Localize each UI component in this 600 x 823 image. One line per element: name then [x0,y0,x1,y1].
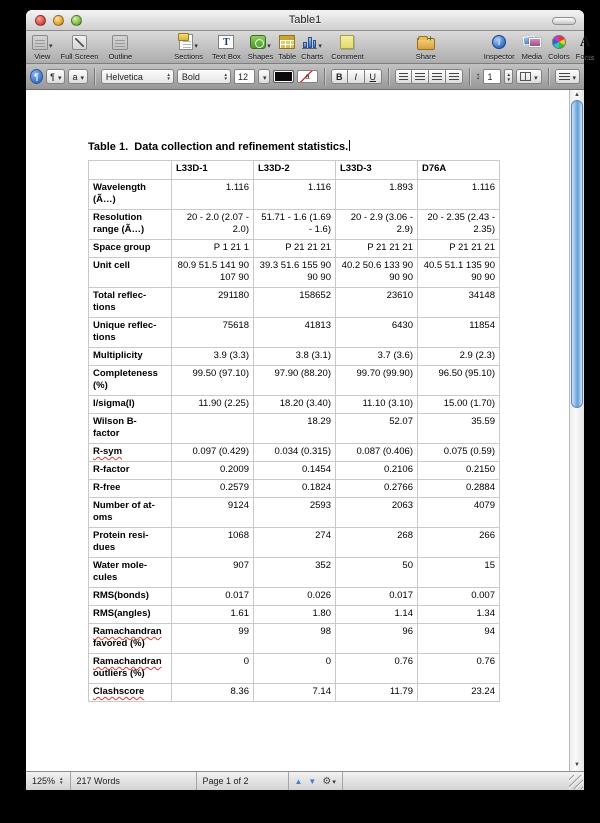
value-cell[interactable]: 0 [254,654,336,684]
column-header-cell[interactable]: L33D-2 [254,161,336,180]
value-cell[interactable]: 0.2766 [336,480,418,498]
value-cell[interactable]: 0.026 [254,588,336,606]
list-style-dropdown[interactable] [555,69,581,84]
toolbar-button-share[interactable]: + Share [416,33,436,61]
zoom-stepper[interactable]: ▲ ▼ [59,776,64,785]
media-icon [523,35,541,49]
value-cell[interactable]: 20 - 2.0 (2.07 - 2.0) [172,210,254,240]
value-cell[interactable]: 268 [336,528,418,558]
view-icon [32,35,48,50]
toolbar-toggle-pill[interactable] [552,17,576,25]
align-left-icon [399,73,408,81]
value-cell[interactable]: 0.034 (0.315) [254,444,336,462]
value-cell[interactable]: 34148 [418,288,500,318]
value-cell[interactable]: 75618 [172,318,254,348]
align-center-icon [415,73,425,81]
updown-arrows-icon: ▲ ▼ [166,71,171,81]
row-label-cell[interactable]: Ramachandran outliers (%) [89,654,172,684]
document-page[interactable] [26,90,569,771]
next-page-icon[interactable]: ▼ [308,776,317,786]
chevron-down-icon: ▾ [267,43,271,50]
value-cell[interactable]: 0.007 [418,588,500,606]
font-size-field[interactable]: 12 [234,69,255,84]
text-background-color-well[interactable]: a [297,70,318,83]
value-cell[interactable]: 3.7 (3.6) [336,348,418,366]
value-cell[interactable]: 274 [254,528,336,558]
value-cell[interactable]: 266 [418,528,500,558]
chevron-down-icon: ▾ [572,75,577,82]
chevron-down-icon: ▾ [80,75,84,82]
chevron-down-icon: ▾ [49,43,53,50]
value-cell[interactable]: 9124 [172,498,254,528]
value-cell[interactable]: 1.61 [172,606,254,624]
toolbar-button-view[interactable]: ▾ View [32,33,53,61]
underline-button[interactable]: U [365,69,382,84]
divider [94,68,95,86]
row-label-cell[interactable]: I/sigma(I) [89,396,172,414]
scrollbar-thumb[interactable] [571,100,583,408]
row-label-cell[interactable]: Unit cell [89,258,172,288]
column-header-cell[interactable]: D76A [418,161,500,180]
list-icon [559,73,570,81]
row-label-cell[interactable]: Water mole- cules [89,558,172,588]
value-cell[interactable]: 352 [254,558,336,588]
window-title: Table1 [288,14,322,26]
chevron-down-icon: ▾ [57,75,62,82]
align-right-button[interactable] [429,69,446,84]
toolbar-button-inspector[interactable]: i Inspector [483,37,515,61]
character-style-dropdown[interactable]: a ▾ [68,69,88,84]
chevron-down-icon: ▾ [318,43,322,50]
value-cell[interactable]: 4079 [418,498,500,528]
columns-icon [520,72,531,81]
table-row [89,462,500,480]
value-cell[interactable]: 291180 [172,288,254,318]
row-label-cell[interactable]: Protein resi- dues [89,528,172,558]
minimize-button[interactable] [53,15,64,26]
value-cell[interactable]: 6430 [336,318,418,348]
share-icon [417,38,435,50]
page-navigation [289,772,343,790]
comment-icon [340,35,354,49]
value-cell[interactable]: 1068 [172,528,254,558]
table-row [89,288,500,318]
table-row [89,258,500,288]
align-right-icon [432,73,442,81]
value-cell[interactable]: 39.3 51.6 155 90 90 90 [254,258,336,288]
value-cell[interactable]: 0.2106 [336,462,418,480]
corner-header-cell[interactable] [89,161,172,180]
toolbar-button-table[interactable]: Table [278,33,296,61]
inspector-icon: i [492,35,506,49]
value-cell[interactable]: 2063 [336,498,418,528]
value-cell[interactable]: 0.2009 [172,462,254,480]
value-cell[interactable]: 35.59 [418,414,500,444]
close-button[interactable] [35,15,46,26]
columns-dropdown[interactable] [516,69,542,84]
page-actions-menu[interactable] [322,776,335,787]
row-label-cell[interactable]: Resolution range (Ã…) [89,210,172,240]
font-weight-select[interactable]: Bold ▲ ▼ [177,69,231,84]
line-spacing-stepper[interactable]: ▲ ▼ [504,69,513,84]
table-row [89,318,500,348]
value-cell[interactable]: P 1 21 1 [172,240,254,258]
chevron-down-icon: ▾ [263,75,267,82]
value-cell[interactable]: 0.017 [336,588,418,606]
text-cursor [349,140,350,151]
divider [324,68,325,86]
value-cell[interactable]: 11.90 (2.25) [172,396,254,414]
fonts-icon: A [579,33,591,50]
value-cell[interactable]: 907 [172,558,254,588]
row-label-cell[interactable]: RMS(angles) [89,606,172,624]
divider [548,68,549,86]
value-cell[interactable]: 8.36 [172,684,254,702]
divider [469,68,470,86]
row-label-cell[interactable]: Wavelength (Ã…) [89,180,172,210]
value-cell[interactable]: 97.90 (88.20) [254,366,336,396]
align-left-button[interactable] [395,69,412,84]
divider [388,68,389,86]
align-justify-button[interactable] [446,69,463,84]
value-cell[interactable]: 20 - 2.35 (2.43 - 2.35) [418,210,500,240]
table-row [89,348,500,366]
value-cell[interactable]: 52.07 [336,414,418,444]
paragraph-toggle-button[interactable]: ¶ [30,69,43,84]
value-cell[interactable]: 1.116 [172,180,254,210]
table-row [89,498,500,528]
value-cell[interactable]: P 21 21 21 [336,240,418,258]
charts-icon [302,35,317,49]
table-row [89,480,500,498]
value-cell[interactable]: 99.50 (97.10) [172,366,254,396]
outline-icon [112,35,128,50]
value-cell[interactable]: 41813 [254,318,336,348]
value-cell[interactable]: 2593 [254,498,336,528]
value-cell[interactable]: 40.5 51.1 135 90 90 90 [418,258,500,288]
value-cell[interactable]: 1.116 [254,180,336,210]
text-box-icon: T [218,35,234,49]
value-cell[interactable]: 18.20 (3.40) [254,396,336,414]
shapes-icon [250,35,266,49]
row-label-cell[interactable]: RMS(bonds) [89,588,172,606]
row-label-cell[interactable]: Number of at- oms [89,498,172,528]
value-cell[interactable]: 0.2579 [172,480,254,498]
value-cell[interactable]: 80.9 51.5 141 90 107 90 [172,258,254,288]
gear-icon: ⚙ [322,775,332,787]
paragraph-style-dropdown[interactable]: ¶ ▾ [46,69,65,84]
stats-table [88,160,500,702]
align-center-button[interactable] [412,69,429,84]
value-cell[interactable]: 0.2150 [418,462,500,480]
row-label-cell[interactable]: R-factor [89,462,172,480]
value-cell[interactable]: 0.097 (0.429) [172,444,254,462]
value-cell[interactable]: 96 [336,624,418,654]
format-bar [26,64,584,90]
table-row [89,588,500,606]
italic-button[interactable]: I [348,69,365,84]
scroll-up-arrow-icon[interactable]: ▲ [574,92,580,98]
toolbar-button-outline[interactable]: Outline [108,33,132,61]
table-caption: Table 1. Data collection and refinement statistics. [88,141,349,153]
zoom-level: 125% [32,776,56,786]
value-cell[interactable]: 1.14 [336,606,418,624]
updown-arrows-icon: ▲ ▼ [223,71,229,81]
toolbar-button-shapes[interactable]: ▾ Shapes [248,33,273,61]
sections-icon [179,34,193,50]
value-cell[interactable]: 15.00 (1.70) [418,396,500,414]
table-row [89,624,500,654]
previous-page-icon[interactable]: ▲ [294,776,303,786]
vertical-scrollbar[interactable] [569,90,584,771]
word-count: 217 Words [71,772,197,790]
row-label-cell[interactable]: Clashscore [89,684,172,702]
row-label-cell[interactable]: R-sym [89,444,172,462]
value-cell[interactable]: 1.34 [418,606,500,624]
value-cell[interactable]: 20 - 2.9 (3.06 - 2.9) [336,210,418,240]
chevron-down-icon: ▾ [194,43,198,50]
chevron-down-icon: ▾ [534,75,538,82]
table-row [89,684,500,702]
table-icon [279,35,295,49]
table-row [89,396,500,414]
window-resize-grip[interactable] [569,775,583,789]
value-cell[interactable]: 1.80 [254,606,336,624]
toolbar-button-full-screen[interactable]: Full Screen [61,33,99,61]
bold-button[interactable]: B [331,69,348,84]
table-row [89,180,500,210]
row-label-cell[interactable]: Space group [89,240,172,258]
title-bar[interactable] [26,10,584,31]
page-indicator[interactable]: Page 1 of 2 [197,772,289,790]
table-row [89,240,500,258]
document-area [26,90,584,771]
table-row [89,606,500,624]
toolbar-button-media[interactable]: Media [522,33,542,61]
value-cell[interactable]: 23.24 [418,684,500,702]
value-cell[interactable]: 0.76 [418,654,500,684]
toolbar-button-comment[interactable]: Comment [331,33,364,61]
value-cell[interactable]: 0.075 (0.59) [418,444,500,462]
toolbar-button-sections[interactable]: ▾ Sections [174,33,203,61]
zoom-button[interactable] [71,15,82,26]
row-label-cell[interactable]: Completeness (%) [89,366,172,396]
value-cell[interactable]: 40.2 50.6 133 90 90 90 [336,258,418,288]
row-label-cell[interactable]: Unique reflec- tions [89,318,172,348]
value-cell[interactable]: 51.71 - 1.6 (1.69 - 1.6) [254,210,336,240]
row-label-cell[interactable]: Wilson B- factor [89,414,172,444]
value-cell[interactable]: 7.14 [254,684,336,702]
font-size-dropdown[interactable] [258,69,270,84]
colors-icon [552,35,566,49]
value-cell[interactable]: 3.9 (3.3) [172,348,254,366]
value-cell[interactable]: 18.29 [254,414,336,444]
text-color-well[interactable] [273,70,294,83]
table-row [89,528,500,558]
value-cell[interactable]: 0.76 [336,654,418,684]
row-label-cell[interactable]: Ramachandran favored (%) [89,624,172,654]
value-cell[interactable]: 1.116 [418,180,500,210]
font-family-select[interactable]: Helvetica ▲ ▼ [101,69,174,84]
toolbar-button-colors[interactable]: Colors [548,33,570,61]
toolbar-button-text-box[interactable]: T Text Box [212,36,241,61]
chevron-down-icon: ▾ [332,778,336,786]
column-header-cell[interactable]: L33D-3 [336,161,418,180]
zoom-control[interactable] [26,772,71,790]
value-cell[interactable]: 98 [254,624,336,654]
table-row [89,414,500,444]
toolbar-button-charts[interactable]: ▾ Charts [301,33,323,61]
value-cell[interactable]: 3.8 (3.1) [254,348,336,366]
status-bar [26,771,584,790]
table-row [89,654,500,684]
toolbar [26,31,595,64]
value-cell[interactable]: 0.087 (0.406) [336,444,418,462]
align-justify-icon [449,73,459,81]
value-cell[interactable] [172,414,254,444]
value-cell[interactable]: 0.1454 [254,462,336,480]
value-cell[interactable]: 0.2884 [418,480,500,498]
value-cell[interactable]: 0 [172,654,254,684]
value-cell[interactable]: 96.50 (95.10) [418,366,500,396]
row-label-cell[interactable]: R-free [89,480,172,498]
value-cell[interactable]: 11.79 [336,684,418,702]
value-cell[interactable]: 1.893 [336,180,418,210]
value-cell[interactable]: 0.017 [172,588,254,606]
table-row [89,210,500,240]
value-cell[interactable]: 11.10 (3.10) [336,396,418,414]
full-screen-icon [72,35,87,50]
value-cell[interactable]: 94 [418,624,500,654]
value-cell[interactable]: 11854 [418,318,500,348]
row-label-cell[interactable]: Multiplicity [89,348,172,366]
value-cell[interactable]: P 21 21 21 [254,240,336,258]
line-spacing-icon: ↕ [475,71,481,82]
table-header-row [89,161,500,180]
value-cell[interactable]: 0.1824 [254,480,336,498]
value-cell[interactable]: 23610 [336,288,418,318]
value-cell[interactable]: 158652 [254,288,336,318]
table-row [89,366,500,396]
table-row [89,558,500,588]
value-cell[interactable]: 50 [336,558,418,588]
value-cell[interactable]: 15 [418,558,500,588]
toolbar-button-fonts[interactable]: A Fonts [575,33,595,61]
value-cell[interactable]: 99 [172,624,254,654]
value-cell[interactable]: 2.9 (2.3) [418,348,500,366]
line-spacing-field[interactable]: 1 [483,69,501,84]
table-row [89,444,500,462]
value-cell[interactable]: 99.70 (99.90) [336,366,418,396]
scroll-down-arrow-icon[interactable]: ▼ [574,762,580,768]
value-cell[interactable]: P 21 21 21 [418,240,500,258]
row-label-cell[interactable]: Total reflec- tions [89,288,172,318]
column-header-cell[interactable]: L33D-1 [172,161,254,180]
pages-window [26,10,595,790]
